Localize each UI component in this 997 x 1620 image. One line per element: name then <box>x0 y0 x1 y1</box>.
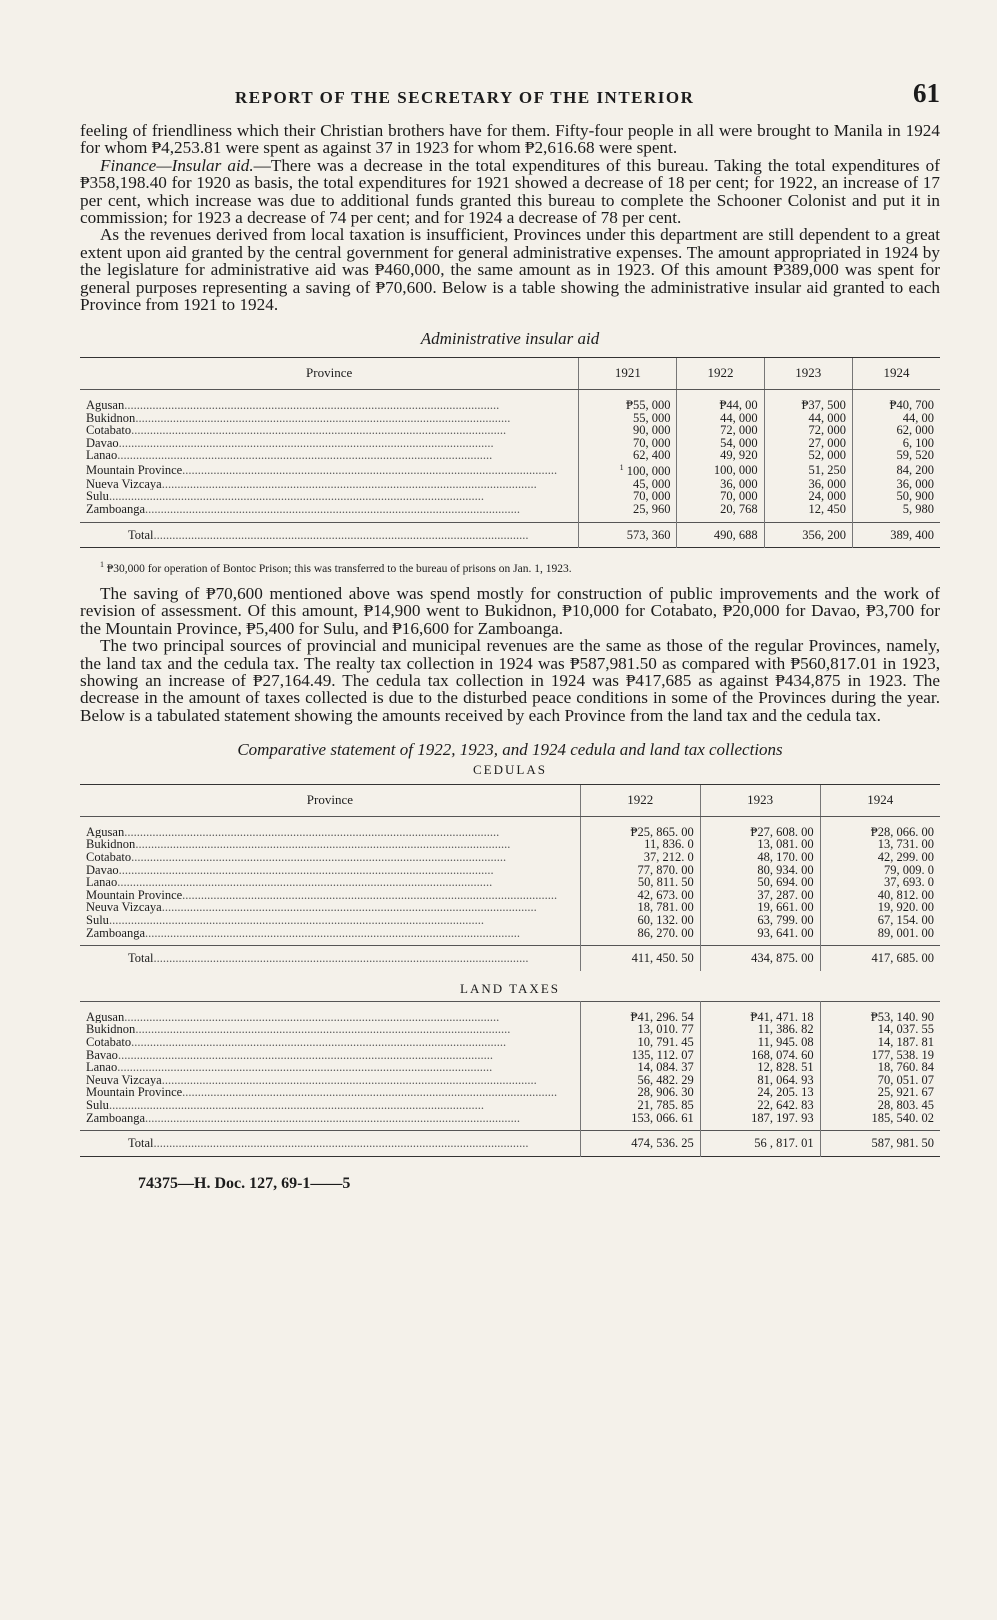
table1-total-value: 490, 688 <box>677 522 764 548</box>
cedulas-province-cell <box>80 851 580 864</box>
value-text: ₱55, 000 <box>626 398 671 413</box>
value-text: 24, 000 <box>808 489 846 504</box>
value-text: 70, 051. 07 <box>877 1072 934 1087</box>
province-name: Zamboanga <box>86 926 146 940</box>
value-text: 59, 520 <box>896 448 934 463</box>
province-name: Sulu <box>86 1098 109 1112</box>
land-row <box>80 1112 940 1131</box>
leader-dots <box>135 1023 510 1036</box>
table1-body <box>80 390 940 548</box>
leader-dots <box>131 851 506 864</box>
leader-dots <box>182 1086 557 1099</box>
province-name: Mountain Province <box>86 888 183 902</box>
footnote-text: ₱30,000 for operation of Bontoc Prison; this was transferred to the bureau of prisons on Jan. 1, 1923. <box>106 562 572 575</box>
leader-dots <box>109 490 484 503</box>
value-text: 11, 945. 08 <box>757 1034 814 1049</box>
land-total-row <box>80 1131 940 1157</box>
leader-dots <box>119 864 494 877</box>
table1-value-cell <box>579 449 677 462</box>
value-text: 90, 000 <box>632 423 671 438</box>
paragraph-5: The two principal sources of provincial and municipal revenues are the same as those of the regular Provinces, namely, the land tax and the cedula tax. The realty tax collection in 1924 was ₱587,981.50 as compared with ₱560,817.01 in 1923, showing an increase of ₱27,164.49. The cedula tax collection in 1924 was ₱417,685 as against ₱434,875 in 1923. The decrease in the amount of taxes collected is due to the disturbed peace conditions in some of the Provinces during the year. Below is a tabulated statement showing the amounts received by each Province from the land tax and the cedula tax. <box>80 636 940 725</box>
value-text: 19, 920. 00 <box>877 900 934 915</box>
cedulas-value-cell <box>820 927 940 946</box>
land-total-value: 474, 536. 25 <box>580 1131 700 1157</box>
value-text: 36, 000 <box>896 476 934 491</box>
value-text: 45, 000 <box>632 476 671 491</box>
value-text: 70, 000 <box>632 435 671 450</box>
value-text: 10, 791. 45 <box>637 1034 694 1049</box>
province-name: Mountain Province <box>86 462 183 477</box>
cedulas-province-cell <box>80 914 580 927</box>
cedulas-value-cell <box>580 927 700 946</box>
province-name: Agusan <box>86 824 125 839</box>
value-text: 67, 154. 00 <box>877 912 934 927</box>
value-text: ₱25, 865. 00 <box>630 824 694 839</box>
province-name: Bukidnon <box>86 411 136 425</box>
value-text: 37, 693. 0 <box>884 875 934 890</box>
value-text: 72, 000 <box>720 423 758 438</box>
value-text: ₱44, 00 <box>719 398 758 413</box>
value-text: 11, 836. 0 <box>644 837 694 852</box>
land-taxes-label: LAND TAXES <box>460 980 560 996</box>
value-text: 13, 010. 77 <box>637 1022 694 1037</box>
cedulas-label: CEDULAS <box>473 762 547 778</box>
land-province-cell <box>80 1049 580 1062</box>
value-text: 28, 906. 30 <box>637 1085 694 1100</box>
table1-header-1923: 1923 <box>764 358 852 390</box>
footnote-ref: 1 <box>619 463 624 473</box>
value-text: 18, 760. 84 <box>877 1060 934 1075</box>
table1-province-cell <box>80 478 579 491</box>
page-header <box>80 78 940 122</box>
table1-caption: Administrative insular aid <box>420 329 600 349</box>
cedulas-body <box>80 816 940 970</box>
province-name: Lanao <box>86 1061 118 1074</box>
table1-province-cell <box>80 412 579 425</box>
total-label-text: Total <box>128 527 154 542</box>
value-text: 62, 400 <box>632 448 671 463</box>
table1-value-cell <box>579 503 677 522</box>
value-text: 52, 000 <box>808 448 846 463</box>
value-text: 42, 673. 00 <box>637 887 694 902</box>
value-text: 14, 037. 55 <box>877 1022 934 1037</box>
table1-value-cell <box>764 503 852 522</box>
land-value-cell <box>580 1112 700 1131</box>
land-province-cell <box>80 1061 580 1074</box>
leader-dots <box>117 876 492 889</box>
paragraph-2 <box>80 157 940 227</box>
cedulas-province-cell <box>80 901 580 914</box>
value-text: 14, 084. 37 <box>637 1060 694 1075</box>
table1-value-cell <box>677 390 764 412</box>
province-name: Agusan <box>86 1009 125 1024</box>
leader-dots <box>154 1136 529 1150</box>
province-name: Zamboanga <box>86 502 146 516</box>
table1-province-cell <box>80 390 579 412</box>
table1-province-cell <box>80 490 579 503</box>
land-total-value: 587, 981. 50 <box>820 1131 940 1157</box>
table1-header-row <box>80 358 940 390</box>
value-text: 27, 000 <box>808 435 846 450</box>
value-text: 25, 921. 67 <box>877 1085 934 1100</box>
province-name: Neuva Vizcaya <box>86 1073 162 1087</box>
cedulas-total-value: 417, 685. 00 <box>820 946 940 971</box>
leader-dots <box>162 1074 537 1087</box>
table2-header-1922: 1922 <box>580 785 700 817</box>
cedulas-province-cell <box>80 889 580 902</box>
value-text: 12, 828. 51 <box>757 1060 814 1075</box>
cedulas-total-value: 411, 450. 50 <box>580 946 700 971</box>
cedulas-province-cell <box>80 927 580 946</box>
value-text: 54, 000 <box>720 435 758 450</box>
table1-total-value: 356, 200 <box>764 522 852 548</box>
leader-dots <box>124 825 499 839</box>
land-row <box>80 1001 940 1023</box>
cedula-table <box>80 784 940 971</box>
table1-value-cell <box>852 449 940 462</box>
table1-header-1922: 1922 <box>677 358 764 390</box>
value-text: 28, 803. 45 <box>877 1097 934 1112</box>
cedulas-province-cell <box>80 876 580 889</box>
value-text: 44, 000 <box>720 410 758 425</box>
leader-dots <box>109 914 484 927</box>
cedulas-value-cell <box>820 816 940 838</box>
province-name: Davao <box>86 863 119 877</box>
table1-value-cell <box>677 462 764 478</box>
province-name: Bukidnon <box>86 1023 136 1036</box>
value-text: 79, 009. 0 <box>884 862 934 877</box>
land-province-cell <box>80 1001 580 1023</box>
cedulas-province-cell <box>80 864 580 877</box>
cedulas-value-cell <box>700 927 820 946</box>
table1-value-cell <box>852 462 940 478</box>
value-text: 84, 200 <box>896 462 934 477</box>
value-text: 70, 000 <box>632 489 671 504</box>
value-text: 48, 170. 00 <box>757 850 814 865</box>
province-name: Davao <box>86 436 119 450</box>
table2-caption: Comparative statement of 1922, 1923, and 1924 cedula and land tax collections <box>237 740 783 760</box>
value-text: 50, 811. 50 <box>637 875 694 890</box>
value-text: 49, 920 <box>720 448 758 463</box>
cedulas-row <box>80 816 940 838</box>
leader-dots <box>131 424 506 437</box>
land-tax-table <box>80 1001 940 1157</box>
table2-header-1924: 1924 <box>820 785 940 817</box>
province-name: Sulu <box>86 913 109 927</box>
table1-value-cell <box>579 390 677 412</box>
province-name: Cotabato <box>86 851 132 864</box>
table2-header-row <box>80 785 940 817</box>
value-text: 13, 081. 00 <box>757 837 814 852</box>
leader-dots <box>182 889 557 902</box>
leader-dots <box>182 463 557 477</box>
value-text: 60, 132. 00 <box>637 912 694 927</box>
leader-dots <box>109 1099 484 1112</box>
value-text: 93, 641. 00 <box>757 925 814 940</box>
value-text: 42, 299. 00 <box>877 850 934 865</box>
table1-value-cell <box>677 503 764 522</box>
value-text: 70, 000 <box>720 489 758 504</box>
land-province-cell <box>80 1086 580 1099</box>
land-value-cell <box>820 1001 940 1023</box>
table1-row <box>80 390 940 412</box>
paragraph-4: The saving of ₱70,600 mentioned above was spend mostly for construction of public improvements and the work of revision of assessment. Of this amount, ₱14,900 went to Bukidnon, ₱10,000 for Cotabato, ₱20,000 for Davao, ₱3,700 for the Mountain Province, ₱5,400 for Sulu, and ₱16,600 for Zamboanga. <box>80 583 940 638</box>
table1-value-cell <box>764 449 852 462</box>
table1-value-cell <box>764 462 852 478</box>
leader-dots <box>145 927 520 940</box>
table2-header-province: Province <box>80 785 580 817</box>
value-text: ₱28, 066. 00 <box>870 824 934 839</box>
value-text: 86, 270. 00 <box>637 925 694 940</box>
value-text: 22, 642. 83 <box>757 1097 814 1112</box>
paragraph-1: feeling of friendliness which their Christian brothers have for them. Fifty-four people in all were brought to Manila in 1924 for whom ₱4,253.81 were spent as against 37 in 1923 for whom ₱2,616.68 were spent. <box>80 121 940 158</box>
province-name: Cotabato <box>86 1035 132 1049</box>
value-text: 40, 812. 00 <box>877 887 934 902</box>
province-name: Zamboanga <box>86 1111 146 1125</box>
province-name: Neuva Vizcaya <box>86 901 162 914</box>
total-label-text: Total <box>128 1136 154 1151</box>
land-value-cell <box>580 1001 700 1023</box>
province-name: Lanao <box>86 876 118 889</box>
land-province-cell <box>80 1023 580 1036</box>
total-label-text: Total <box>128 951 154 966</box>
document-page <box>80 78 941 1193</box>
value-text: 36, 000 <box>808 476 846 491</box>
cedulas-value-cell <box>580 816 700 838</box>
cedulas-total-label <box>80 946 580 971</box>
insular-aid-table <box>80 357 940 548</box>
land-value-cell <box>820 1112 940 1131</box>
value-text: 177, 538. 19 <box>871 1047 934 1062</box>
land-value-cell <box>700 1112 820 1131</box>
land-province-cell <box>80 1112 580 1131</box>
value-text: 187, 197. 93 <box>751 1110 814 1125</box>
leader-dots <box>154 951 529 965</box>
value-text: 44, 00 <box>902 410 934 425</box>
value-text: 50, 900 <box>896 489 934 504</box>
leader-dots <box>124 398 499 412</box>
value-text: ₱40, 700 <box>889 398 934 413</box>
footer-signature: 74375—H. Doc. 127, 69-1——5 <box>138 1174 351 1192</box>
land-value-cell <box>700 1001 820 1023</box>
land-taxes-body <box>80 1001 940 1156</box>
leader-dots <box>135 412 510 425</box>
table1-value-cell <box>852 503 940 522</box>
value-text: 55, 000 <box>632 410 671 425</box>
leader-dots <box>162 901 537 914</box>
value-text: 18, 781. 00 <box>637 900 694 915</box>
province-name: Sulu <box>86 490 109 503</box>
table1-value-cell <box>764 390 852 412</box>
land-total-value: 56 , 817. 01 <box>700 1131 820 1157</box>
leader-dots <box>135 838 510 851</box>
value-text: ₱41, 471. 18 <box>750 1009 814 1024</box>
value-text: 44, 000 <box>808 410 846 425</box>
leader-dots <box>145 503 520 516</box>
cedulas-value-cell <box>700 816 820 838</box>
value-text: 25, 960 <box>632 501 671 516</box>
table1-value-cell <box>852 390 940 412</box>
value-text: 19, 661. 00 <box>757 900 814 915</box>
value-text: 168, 074. 60 <box>751 1047 814 1062</box>
value-text: 21, 785. 85 <box>637 1097 694 1112</box>
value-text: 37, 212. 0 <box>643 850 694 865</box>
value-text: ₱27, 608. 00 <box>750 824 814 839</box>
leader-dots <box>117 449 492 462</box>
leader-dots <box>117 1061 492 1074</box>
province-name: Mountain Province <box>86 1086 183 1099</box>
table1-header-1924: 1924 <box>852 358 940 390</box>
value-text: ₱53, 140. 90 <box>870 1009 934 1024</box>
table1-total-row <box>80 522 940 548</box>
paragraph-2-lead: Finance—Insular aid. <box>100 155 254 175</box>
table1-row <box>80 449 940 462</box>
page-number: 61 <box>913 78 940 108</box>
leader-dots <box>162 478 537 491</box>
table1-row <box>80 503 940 522</box>
value-text: 62, 000 <box>896 423 934 438</box>
table2-header-1923: 1923 <box>700 785 820 817</box>
table1-province-cell <box>80 462 579 478</box>
province-name: Lanao <box>86 449 118 463</box>
value-text: 12, 450 <box>808 501 846 516</box>
leader-dots <box>119 437 494 450</box>
value-text: 100, 000 <box>713 462 758 477</box>
table1-province-cell <box>80 424 579 437</box>
province-name: Cotabato <box>86 424 132 437</box>
value-text: 36, 000 <box>720 476 758 491</box>
value-text: 80, 934. 00 <box>757 862 814 877</box>
value-text: 37, 287. 00 <box>757 887 814 902</box>
table1-value-cell <box>579 462 677 478</box>
table1-header-1921: 1921 <box>579 358 677 390</box>
table1-value-cell <box>677 449 764 462</box>
table1-total-label <box>80 522 579 548</box>
table1-province-cell <box>80 503 579 522</box>
table1-total-value: 389, 400 <box>852 522 940 548</box>
leader-dots <box>154 528 529 542</box>
table1-row <box>80 462 940 478</box>
value-text: 20, 768 <box>720 501 758 516</box>
value-text: 185, 540. 02 <box>871 1110 934 1125</box>
cedulas-province-cell <box>80 816 580 838</box>
leader-dots <box>145 1112 520 1125</box>
value-text: 56, 482. 29 <box>637 1072 694 1087</box>
value-text: 81, 064. 93 <box>757 1072 814 1087</box>
running-head: REPORT OF THE SECRETARY OF THE INTERIOR <box>235 88 695 107</box>
land-province-cell <box>80 1074 580 1087</box>
province-name: Agusan <box>86 398 125 412</box>
paragraph-2-body: —There was a decrease in the total expenditures of this bureau. Taking the total expenditures of ₱358,198.40 for 1920 as basis, the total expenditures for 1921 showed a decrease of 18 per cent; for 1922, an increase of 17 per cent, which increase was due to additional funds granted this bureau to complete the Schooner Colonist and put it in commission; for 1923 a decrease of 74 per cent; and for 1924 a decrease of 78 per cent. <box>80 155 941 228</box>
value-text: 6, 100 <box>902 435 934 450</box>
leader-dots <box>131 1036 506 1049</box>
value-text: 11, 386. 82 <box>757 1022 814 1037</box>
province-name: Nueva Vizcaya <box>86 477 162 491</box>
value-text: 13, 731. 00 <box>877 837 934 852</box>
cedulas-total-row <box>80 946 940 971</box>
value-text: 135, 112. 07 <box>631 1047 694 1062</box>
value-text: 50, 694. 00 <box>757 875 814 890</box>
land-province-cell <box>80 1036 580 1049</box>
value-text: 24, 205. 13 <box>757 1085 814 1100</box>
value-text: ₱37, 500 <box>801 398 846 413</box>
value-text: 5, 980 <box>902 501 934 516</box>
value-text: ₱41, 296. 54 <box>630 1009 694 1024</box>
value-text: 63, 799. 00 <box>757 912 814 927</box>
table1-total-value: 573, 360 <box>579 522 677 548</box>
value-text: 100, 000 <box>626 464 671 479</box>
province-name: Bavao <box>86 1048 118 1062</box>
land-province-cell <box>80 1099 580 1112</box>
value-text: 77, 870. 00 <box>637 862 694 877</box>
table1-province-cell <box>80 449 579 462</box>
footnote-mark: 1 <box>100 560 104 570</box>
leader-dots <box>124 1010 499 1024</box>
province-name: Bukidnon <box>86 838 136 852</box>
value-text: 72, 000 <box>808 423 846 438</box>
value-text: 153, 066. 61 <box>631 1110 694 1125</box>
paragraph-3: As the revenues derived from local taxation is insufficient, Provinces under this department are still dependent to a great extent upon aid granted by the central government for general administrative expenses. The amount appropriated in 1924 by the legislature for administrative aid was ₱460,000, the same amount as in 1923. Of this amount ₱389,000 was spent for general purposes representing a saving of ₱70,600. Below is a table showing the administrative insular aid granted to each Province from 1921 to 1924. <box>80 225 940 315</box>
table1-province-cell <box>80 437 579 450</box>
leader-dots <box>118 1049 493 1062</box>
cedulas-province-cell <box>80 838 580 851</box>
value-text: 51, 250 <box>808 462 846 477</box>
value-text: 14, 187. 81 <box>877 1034 934 1049</box>
cedulas-total-value: 434, 875. 00 <box>700 946 820 971</box>
table1-footnote <box>100 560 940 575</box>
table1-header-province: Province <box>80 358 579 390</box>
value-text: 89, 001. 00 <box>877 925 934 940</box>
land-total-label <box>80 1131 580 1157</box>
cedulas-row <box>80 927 940 946</box>
